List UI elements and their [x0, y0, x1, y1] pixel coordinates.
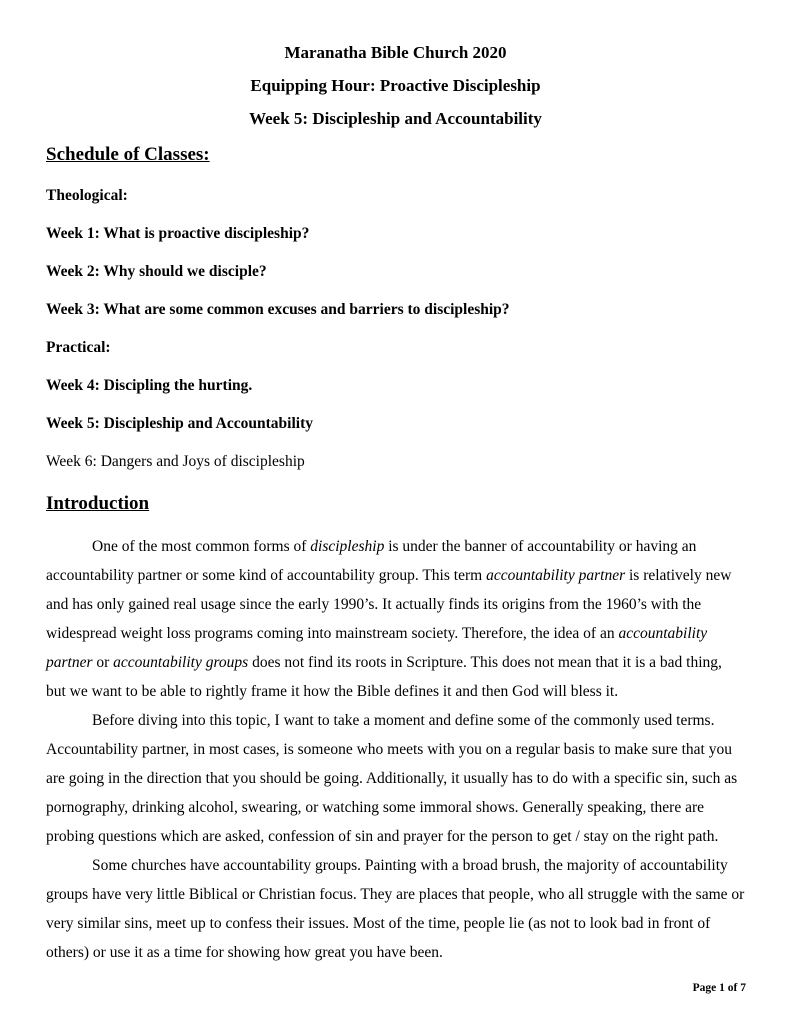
italic-term: discipleship	[310, 538, 385, 555]
title-line-week: Week 5: Discipleship and Accountability	[249, 109, 542, 128]
schedule-item-theological: Theological:	[46, 187, 128, 204]
schedule-item-week3: Week 3: What are some common excuses and barriers to discipleship?	[46, 301, 510, 318]
schedule-item-week5: Week 5: Discipleship and Accountability	[46, 415, 313, 432]
paragraph-text: Before diving into this topic, I want to take a moment and define some of the commonly used terms. Accountability partner, in most cases, is someone who meets with you on a regular basis to make sure that you are going in the direction that you should be going. Additionally, it usually has to do with a specific sin, such as pornography, drinking alcohol, swearing, or watching some immoral shows. Generally speaking, there are probing questions which are asked, confession of sin and prayer for the person to get / stay on the right path.	[46, 712, 738, 845]
schedule-item-week2: Week 2: Why should we disciple?	[46, 263, 267, 280]
italic-term: accountability groups	[113, 654, 249, 671]
page-number-label: Page 1 of 7	[692, 982, 746, 994]
schedule-item-practical: Practical:	[46, 339, 111, 356]
intro-paragraph-2	[46, 706, 745, 851]
schedule-heading: Schedule of Classes:	[46, 144, 210, 165]
paragraph-text: is under the banner of accountability or having an accountability partner or some kind of accountability group. This term	[46, 538, 697, 584]
paragraph-text: does not find its roots in Scripture. This does not mean that it is a bad thing, but we want to be able to rightly frame it how the Bible defines it and then God will bless it.	[46, 654, 722, 700]
paragraph-text: or	[92, 654, 114, 671]
paragraph-text: Some churches have accountability groups. Painting with a broad brush, the majority of accountability groups have very little Biblical or Christian focus. They are places that people, who all struggle with the same or very similar sins, meet up to confess their issues. Most of the time, people lie (as not to look bad in front of others) or use it as a time for showing how great you have been.	[46, 857, 745, 961]
schedule-item-week4: Week 4: Discipling the hurting.	[46, 377, 253, 394]
italic-term: accountability partner	[486, 567, 626, 584]
intro-paragraph-3	[46, 851, 745, 967]
schedule-item-week1: Week 1: What is proactive discipleship?	[46, 225, 310, 242]
paragraph-text: is relatively new and has only gained real usage since the early 1990’s. It actually finds its origins from the 1960’s with the widespread weight loss programs coming into mainstream society. Therefore, the idea of an	[46, 567, 732, 642]
document-header	[46, 44, 745, 128]
intro-paragraph-1	[46, 532, 745, 706]
paragraph-text: One of the most common forms of	[92, 538, 311, 555]
introduction-heading: Introduction	[46, 493, 150, 514]
title-line-church: Maranatha Bible Church 2020	[284, 43, 507, 62]
title-line-series: Equipping Hour: Proactive Discipleship	[250, 76, 541, 95]
schedule-item-week6: Week 6: Dangers and Joys of discipleship	[46, 453, 305, 470]
italic-term: accountability partner	[46, 625, 708, 671]
